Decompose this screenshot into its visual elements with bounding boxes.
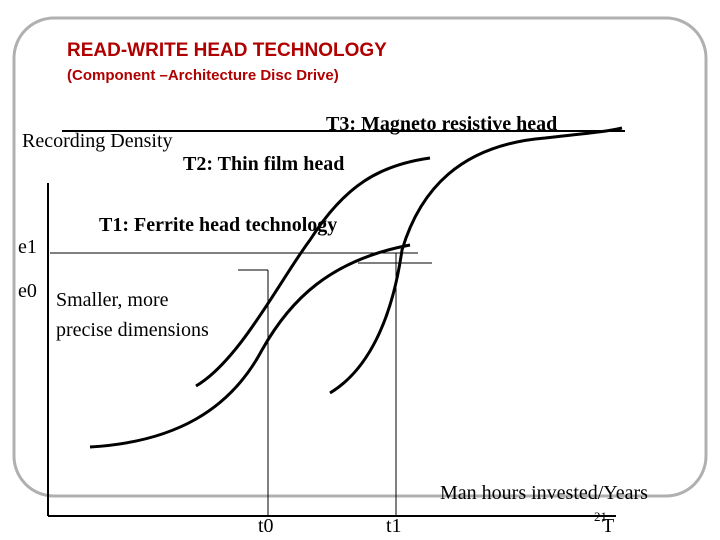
e1-label: e1 [18, 236, 37, 258]
t3-magneto-resistive-curve [330, 128, 622, 393]
x-axis-label: Man hours invested/Years [440, 482, 648, 504]
slide-title: READ-WRITE HEAD TECHNOLOGY [67, 40, 387, 61]
e0-label: e0 [18, 280, 37, 302]
t0-label: t0 [258, 515, 274, 537]
x-axis-end-label: T [602, 515, 615, 537]
slide-frame [14, 18, 706, 496]
slide-subtitle: (Component –Architecture Disc Drive) [67, 67, 339, 84]
t1-label: T1: Ferrite head technology [99, 214, 338, 236]
t1-time-label: t1 [386, 515, 402, 537]
note-line-2: precise dimensions [56, 319, 209, 341]
t2-label: T2: Thin film head [183, 153, 345, 175]
t2-thin-film-curve [196, 158, 430, 386]
y-axis-label: Recording Density [22, 130, 173, 152]
note-line-1: Smaller, more [56, 289, 169, 311]
t3-label: T3: Magneto resistive head [326, 113, 558, 135]
t1-ferrite-curve [90, 245, 410, 447]
page-number: 21 [594, 509, 607, 524]
